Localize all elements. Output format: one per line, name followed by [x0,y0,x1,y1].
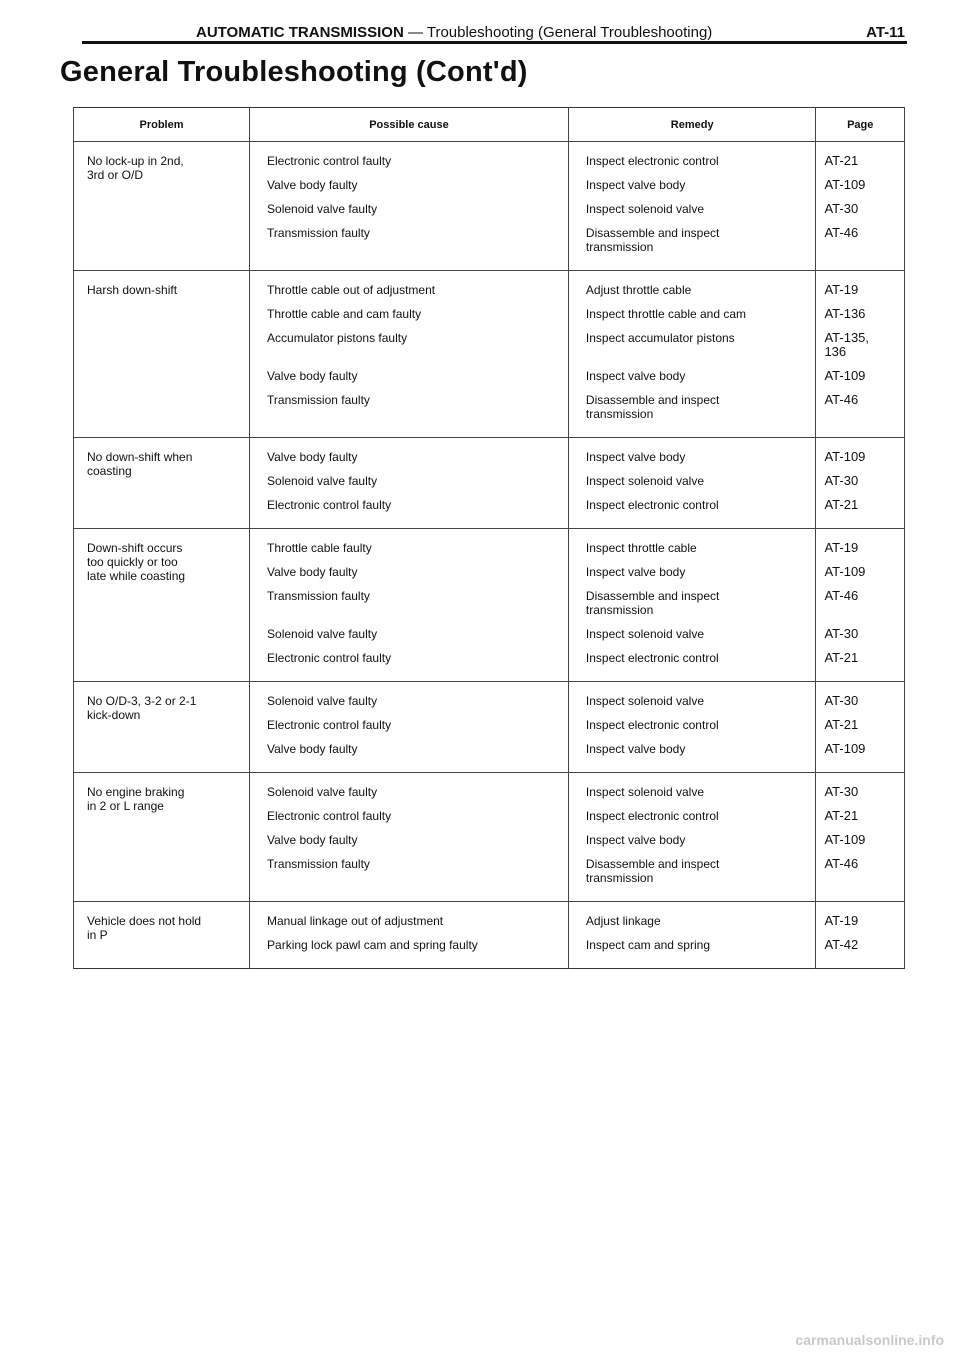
causes-cell [250,529,569,682]
cause-line: Electronic control faulty [267,809,392,823]
causes-cell [250,682,569,773]
remedy-line: Inspect electronic control [585,498,719,512]
page-ref: AT-109 [824,449,866,464]
causes-cell [250,438,569,529]
table-row [74,529,905,682]
page-ref: AT-46 [824,856,859,871]
remedies-cell [568,142,816,271]
cause-line: Solenoid valve faulty [267,474,378,488]
remedy-line: Inspect accumulator pistons [585,331,735,345]
problem-cell [74,773,250,902]
cause-line: Manual linkage out of adjustment [267,914,444,928]
problem-cell [74,529,250,682]
page-ref: AT-135, 136 [824,330,870,359]
remedy-line: Inspect electronic control [585,154,719,168]
cause-line: Electronic control faulty [267,718,392,732]
column-header-page: Page [816,108,905,142]
remedy-line: Inspect valve body [585,565,686,579]
page-ref: AT-19 [824,540,859,555]
cause-line: Electronic control faulty [267,154,392,168]
page-ref: AT-109 [824,564,866,579]
page-ref: AT-109 [824,368,866,383]
remedy-line: Inspect electronic control [585,809,719,823]
cause-line: Accumulator pistons faulty [267,331,408,345]
remedies-cell [568,271,816,438]
cause-line: Valve body faulty [267,369,358,383]
cause-line: Valve body faulty [267,178,358,192]
page-ref: AT-42 [824,937,859,952]
cause-line: Solenoid valve faulty [267,627,378,641]
remedies-cell [568,682,816,773]
cause-line: Throttle cable out of adjustment [267,283,436,297]
remedy-line: Disassemble and inspect transmission [585,589,720,617]
remedy-line: Inspect solenoid valve [585,202,704,216]
page-ref: AT-109 [824,832,866,847]
remedy-line: Adjust linkage [585,914,661,928]
remedy-line: Inspect solenoid valve [585,785,704,799]
cause-line: Electronic control faulty [267,651,392,665]
pages-cell [816,438,905,529]
problem-text: No engine braking in 2 or L range [87,785,185,813]
footer-watermark: carmanualsonline.info [795,1332,944,1348]
header-page-number: AT-11 [866,24,905,41]
remedy-line: Adjust throttle cable [585,283,692,297]
table-body [74,142,905,969]
page-ref: AT-21 [824,717,859,732]
remedy-line: Disassemble and inspect transmission [585,857,720,885]
table-row [74,271,905,438]
page-title: General Troubleshooting (Cont'd) [60,56,528,88]
remedies-cell [568,773,816,902]
cause-line: Throttle cable faulty [267,541,372,555]
column-header-remedy: Remedy [568,108,816,142]
table-header-row [74,108,905,142]
remedy-line: Inspect valve body [585,742,686,756]
problem-text: No lock-up in 2nd, 3rd or O/D [87,154,184,182]
pages-cell [816,271,905,438]
problem-cell [74,142,250,271]
cause-line: Valve body faulty [267,450,358,464]
problem-cell [74,438,250,529]
pages-cell [816,142,905,271]
remedies-cell [568,438,816,529]
causes-cell [250,271,569,438]
problem-text: Harsh down-shift [87,283,178,297]
cause-line: Solenoid valve faulty [267,202,378,216]
remedy-line: Inspect electronic control [585,718,719,732]
page-header [82,22,907,44]
page-ref: AT-136 [824,306,866,321]
cause-line: Solenoid valve faulty [267,694,378,708]
page-ref: AT-30 [824,784,859,799]
problem-text: Down-shift occurs too quickly or too late while coasting [87,541,186,583]
remedy-line: Inspect valve body [585,178,686,192]
cause-line: Valve body faulty [267,742,358,756]
page-ref: AT-46 [824,588,859,603]
remedy-line: Inspect valve body [585,369,686,383]
page-ref: AT-30 [824,201,859,216]
causes-cell [250,142,569,271]
cause-line: Valve body faulty [267,565,358,579]
causes-cell [250,902,569,969]
remedy-line: Inspect valve body [585,833,686,847]
cause-line: Valve body faulty [267,833,358,847]
remedy-line: Disassemble and inspect transmission [585,393,720,421]
remedy-line: Inspect solenoid valve [585,694,704,708]
pages-cell [816,682,905,773]
cause-line: Solenoid valve faulty [267,785,378,799]
cause-line: Electronic control faulty [267,498,392,512]
remedies-cell [568,529,816,682]
cause-line: Transmission faulty [267,226,370,240]
causes-cell [250,773,569,902]
page-ref: AT-21 [824,808,859,823]
remedy-line: Inspect solenoid valve [585,627,704,641]
remedy-line: Inspect throttle cable [585,541,697,555]
cause-line: Parking lock pawl cam and spring faulty [267,938,478,952]
troubleshooting-table [73,107,905,969]
problem-cell [74,271,250,438]
page-ref: AT-30 [824,693,859,708]
table-row [74,142,905,271]
cause-line: Transmission faulty [267,393,370,407]
header-section: AUTOMATIC TRANSMISSION — Troubleshooting (General Troubleshooting) [196,24,713,41]
problem-cell [74,682,250,773]
header-subtitle: — Troubleshooting (General Troubleshooting) [403,24,713,41]
table-row [74,682,905,773]
remedy-line: Inspect solenoid valve [585,474,704,488]
page-ref: AT-19 [824,913,859,928]
page-ref: AT-46 [824,225,859,240]
page-ref: AT-30 [824,473,859,488]
page-ref: AT-46 [824,392,859,407]
pages-cell [816,773,905,902]
remedy-line: Inspect throttle cable and cam [585,307,747,321]
remedies-cell [568,902,816,969]
pages-cell [816,529,905,682]
page-ref: AT-21 [824,650,859,665]
table-row [74,773,905,902]
page-ref: AT-19 [824,282,859,297]
remedy-line: Disassemble and inspect transmission [585,226,720,254]
problem-text: No down-shift when coasting [87,450,193,478]
page-ref: AT-109 [824,177,866,192]
remedy-line: Inspect cam and spring [585,938,710,952]
table-row [74,438,905,529]
page-ref: AT-30 [824,626,859,641]
problem-cell [74,902,250,969]
column-header-possible-cause: Possible cause [250,108,569,142]
cause-line: Throttle cable and cam faulty [267,307,422,321]
page-ref: AT-21 [824,497,859,512]
table-row [74,902,905,969]
problem-text: No O/D-3, 3-2 or 2-1 kick-down [87,694,197,722]
column-header-problem: Problem [74,108,250,142]
pages-cell [816,902,905,969]
page-ref: AT-21 [824,153,859,168]
cause-line: Transmission faulty [267,589,370,603]
cause-line: Transmission faulty [267,857,370,871]
problem-text: Vehicle does not hold in P [87,914,202,942]
remedy-line: Inspect valve body [585,450,686,464]
remedy-line: Inspect electronic control [585,651,719,665]
page-ref: AT-109 [824,741,866,756]
